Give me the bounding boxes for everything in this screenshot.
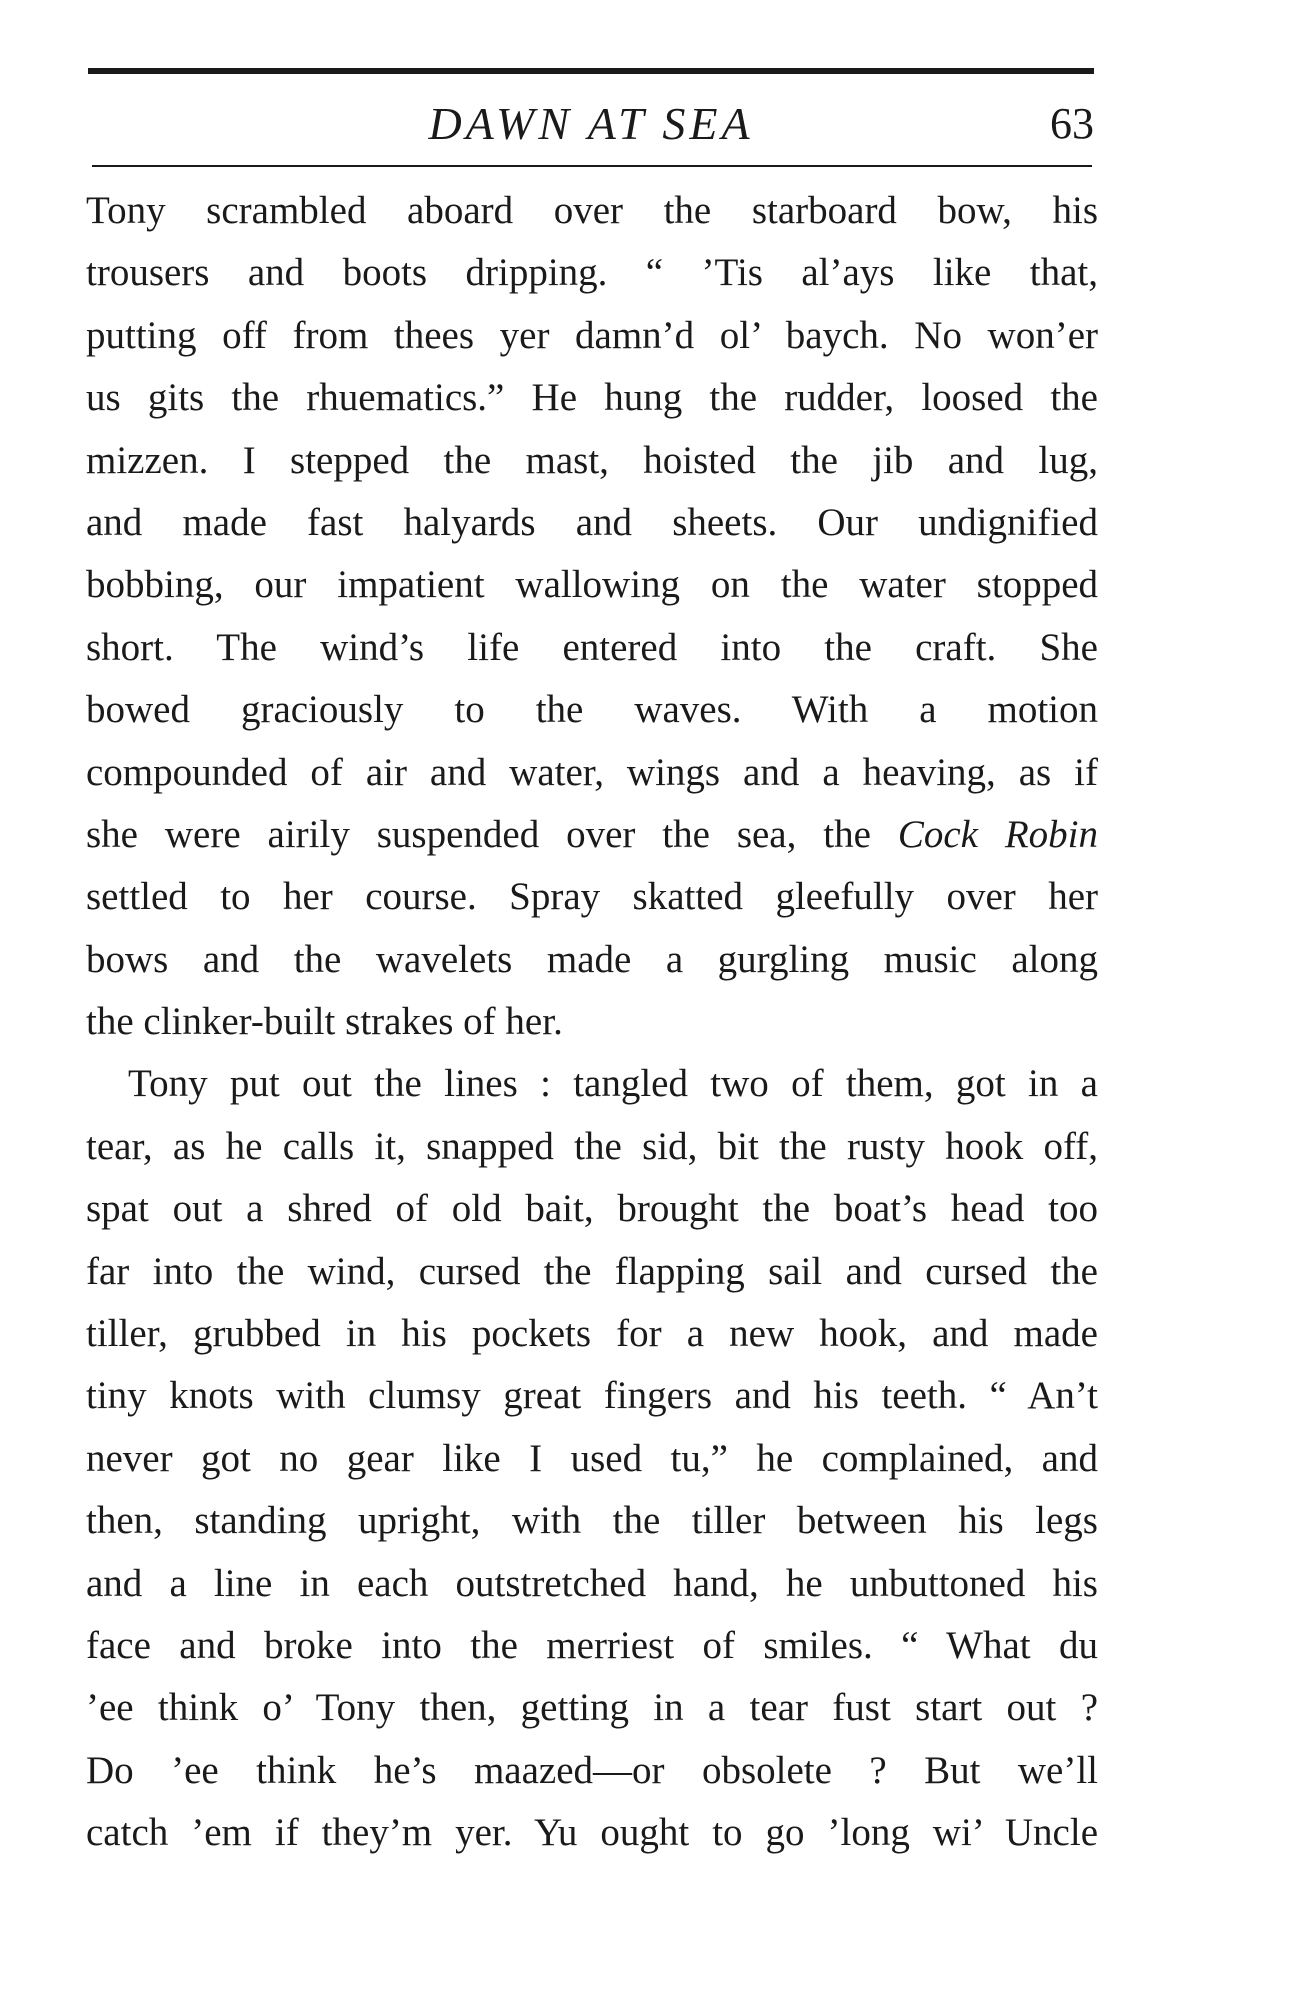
text-line: far into the wind, cursed the flapping sail and cursed the: [86, 1249, 1098, 1293]
text-line: tear, as he calls it, snapped the sid, bit the rusty hook off,: [86, 1124, 1098, 1168]
text-line: us gits the rhuematics.” He hung the rudder, loosed the: [86, 376, 1098, 420]
text-line: bows and the wavelets made a gurgling music along: [86, 937, 1098, 981]
text-line: bobbing, our impatient wallowing on the water stopped: [86, 563, 1098, 607]
text-line: spat out a shred of old bait, brought the boat’s head too: [86, 1187, 1098, 1231]
text-line: the clinker-built strakes of her.: [86, 1000, 563, 1044]
ship-name: Cock Robin: [897, 812, 1098, 856]
running-head: [88, 94, 1094, 154]
page-number: 63: [1050, 99, 1094, 148]
text-line: tiller, grubbed in his pockets for a new hook, and made: [86, 1312, 1098, 1356]
text-line: never got no gear like I used tu,” he complained, and: [86, 1436, 1098, 1480]
body-text: [86, 180, 1098, 1865]
text-line: and a line in each outstretched hand, he unbuttoned his: [86, 1561, 1098, 1605]
text-line-indented: Tony put out the lines : tangled two of them, got in a: [128, 1062, 1098, 1106]
text-line: compounded of air and water, wings and a heaving, as if: [86, 750, 1098, 794]
header-rule-thick: [88, 68, 1094, 74]
text-line: Do ’ee think he’s maazed—or obsolete ? But we’ll: [86, 1748, 1098, 1792]
text-line: bowed graciously to the waves. With a motion: [86, 688, 1098, 732]
text-line: Tony scrambled aboard over the starboard bow, his: [86, 189, 1098, 232]
header-rule-thin: [92, 165, 1092, 167]
text-line-with-ship-name: [86, 804, 1098, 866]
text-line: and made fast halyards and sheets. Our undignified: [86, 500, 1098, 544]
text-line: putting off from thees yer damn’d ol’ baych. No won’er: [86, 313, 1098, 357]
running-title: DAWN AT SEA: [428, 98, 754, 149]
text-line: tiny knots with clumsy great fingers and his teeth. “ An’t: [86, 1374, 1098, 1418]
text-segment: she were airily suspended over the sea, the: [86, 812, 898, 856]
text-line: trousers and boots dripping. “ ’Tis al’ays like that,: [86, 251, 1098, 295]
text-line: ’ee think o’ Tony then, getting in a tear fust start out ?: [86, 1686, 1098, 1730]
text-line: catch ’em if they’m yer. Yu ought to go ’long wi’ Uncle: [86, 1811, 1098, 1855]
text-line: settled to her course. Spray skatted gleefully over her: [86, 875, 1098, 919]
text-line: face and broke into the merriest of smiles. “ What du: [86, 1623, 1098, 1667]
text-line: then, standing upright, with the tiller between his legs: [86, 1499, 1098, 1543]
text-line: mizzen. I stepped the mast, hoisted the jib and lug,: [86, 438, 1098, 482]
text-line: short. The wind’s life entered into the craft. She: [86, 625, 1098, 669]
